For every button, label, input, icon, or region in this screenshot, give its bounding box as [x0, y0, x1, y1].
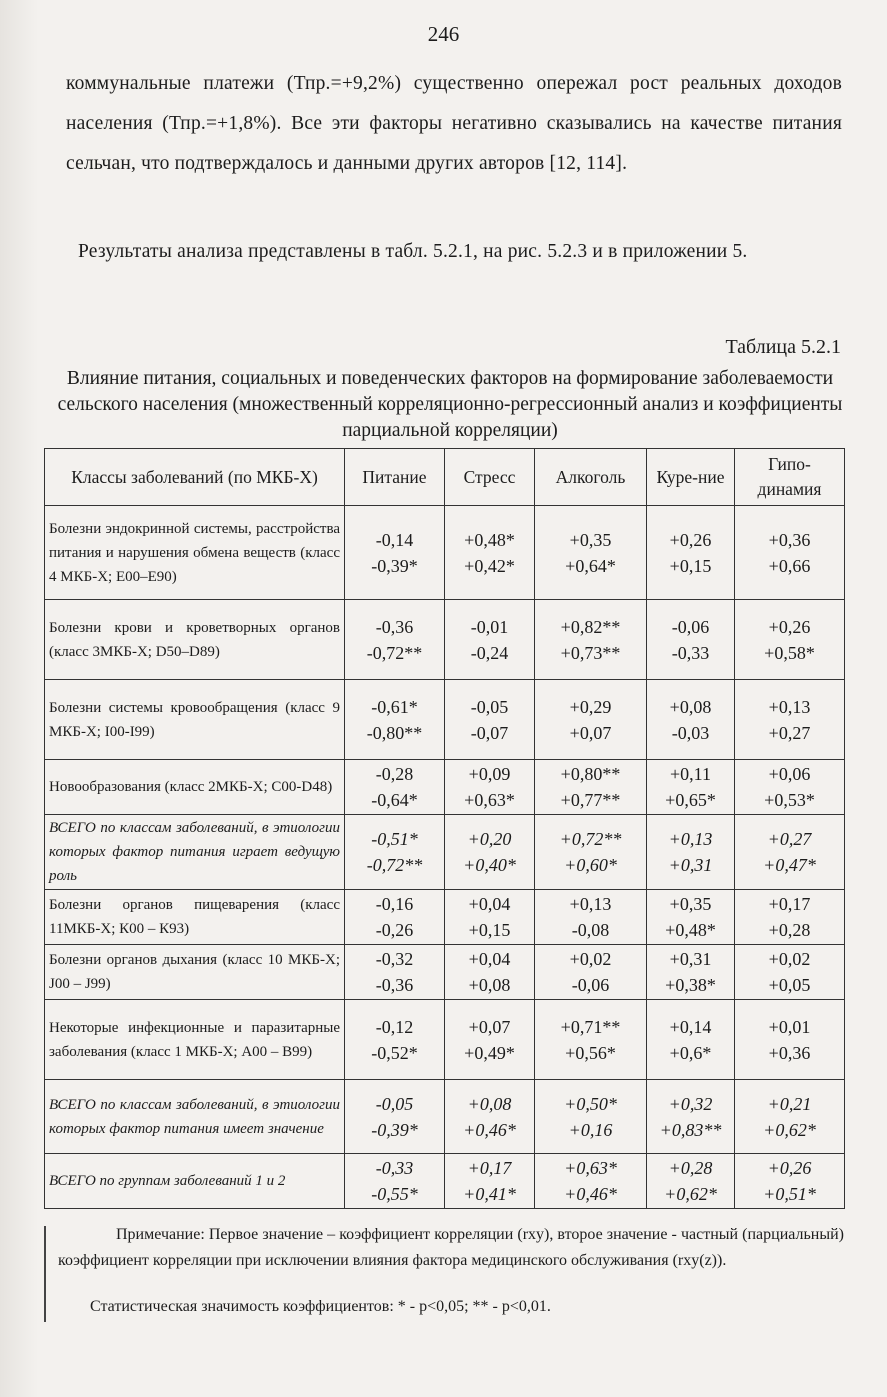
partial-correlation-value: -0,03	[671, 722, 710, 743]
partial-correlation-value: +0,15	[669, 555, 712, 576]
correlation-value: -0,16	[375, 894, 414, 914]
partial-correlation-value: -0,24	[470, 642, 509, 663]
header-alcohol: Алкоголь	[535, 449, 647, 506]
table-caption: Влияние питания, социальных и поведенческих факторов на формирование заболеваемости сельского населения (множественный корреляционно-регрессионный анализ и коэффициенты парциальной корреляции)	[57, 368, 843, 441]
table-row	[45, 600, 845, 680]
table-row	[45, 1154, 845, 1209]
correlation-value: +0,17	[467, 1158, 512, 1178]
partial-correlation-value: -0,80**	[366, 722, 423, 743]
correlation-value: +0,13	[768, 696, 811, 717]
coefficient-cell	[535, 680, 647, 760]
coefficient-cell	[345, 890, 445, 945]
partial-correlation-value: +0,77**	[560, 790, 621, 810]
coefficient-cell	[535, 1154, 647, 1209]
coefficient-cell	[647, 760, 735, 815]
partial-correlation-value: +0,08	[468, 975, 511, 995]
partial-correlation-value: +0,46*	[463, 1119, 516, 1140]
coefficient-cell	[445, 506, 535, 600]
partial-correlation-value: +0,60*	[564, 855, 617, 875]
correlation-value: -0,61*	[371, 696, 418, 717]
correlation-value: -0,05	[470, 696, 509, 717]
correlation-value: +0,35	[669, 894, 712, 914]
disease-class-cell: ВСЕГО по группам заболеваний 1 и 2	[45, 1154, 345, 1209]
page-number: 246	[427, 22, 460, 46]
coefficient-cell	[647, 945, 735, 1000]
coefficient-cell	[445, 945, 535, 1000]
coefficient-cell	[445, 815, 535, 890]
body-paragraph-2: Результаты анализа представлены в табл. 5.2.1, на рис. 5.2.3 и в приложении 5.	[78, 241, 748, 262]
partial-correlation-value: +0,63*	[464, 790, 515, 810]
table-row	[45, 815, 845, 890]
table-row	[45, 1000, 845, 1080]
correlation-value: +0,29	[569, 696, 612, 717]
correlation-value: +0,48*	[464, 529, 515, 550]
correlation-value: +0,09	[468, 764, 511, 784]
partial-correlation-value: -0,64*	[371, 790, 418, 810]
header-hypodynamia: Гипо-динамия	[735, 449, 845, 506]
coefficient-cell	[735, 945, 845, 1000]
coefficient-cell	[445, 1154, 535, 1209]
coefficient-cell	[445, 760, 535, 815]
partial-correlation-value: +0,6*	[669, 1042, 712, 1063]
significance-note: Статистическая значимость коэффициентов: * - p<0,05; ** - p<0,01.	[90, 1298, 551, 1315]
correlation-value: -0,32	[375, 949, 414, 969]
partial-correlation-value: +0,05	[768, 975, 811, 995]
partial-correlation-value: +0,48*	[665, 920, 716, 940]
partial-correlation-value: -0,33	[671, 642, 710, 663]
partial-correlation-value: -0,36	[375, 975, 414, 995]
header-disease-class: Классы заболеваний (по МКБ-Х)	[45, 449, 345, 506]
page-edge-shadow	[0, 0, 38, 1397]
coefficient-cell	[735, 1154, 845, 1209]
partial-correlation-value: +0,15	[468, 920, 511, 940]
partial-correlation-value: +0,27	[768, 722, 811, 743]
partial-correlation-value: +0,64*	[565, 555, 616, 576]
disease-class-cell: Болезни органов дыхания (класс 10 МКБ-Х; J00 – J99)	[45, 945, 345, 1000]
partial-correlation-value: +0,38*	[665, 975, 716, 995]
coefficient-cell	[345, 945, 445, 1000]
coefficient-cell	[535, 1000, 647, 1080]
coefficient-cell	[647, 1154, 735, 1209]
coefficient-cell	[647, 890, 735, 945]
partial-correlation-value: +0,51*	[763, 1184, 816, 1204]
correlation-value: +0,63*	[564, 1158, 617, 1178]
partial-correlation-value: +0,28	[768, 920, 811, 940]
coefficient-cell	[535, 945, 647, 1000]
table-row	[45, 760, 845, 815]
disease-class-cell: Болезни органов пищеварения (класс 11МКБ-Х; К00 – К93)	[45, 890, 345, 945]
coefficient-cell	[647, 1000, 735, 1080]
header-smoking: Куре-ние	[647, 449, 735, 506]
partial-correlation-value: +0,36	[768, 1042, 811, 1063]
coefficient-cell	[735, 1000, 845, 1080]
correlation-value: +0,26	[669, 529, 712, 550]
partial-correlation-value: +0,56*	[565, 1042, 616, 1063]
partial-correlation-value: +0,16	[568, 1119, 613, 1140]
table-row	[45, 1080, 845, 1154]
coefficient-cell	[735, 760, 845, 815]
partial-correlation-value: +0,66	[768, 555, 811, 576]
correlation-value: +0,31	[669, 949, 712, 969]
correlation-value: +0,35	[569, 529, 612, 550]
correlation-value: +0,82**	[560, 616, 621, 637]
coefficient-cell	[445, 890, 535, 945]
partial-correlation-value: -0,55*	[371, 1184, 418, 1204]
correlation-value: +0,28	[668, 1158, 713, 1178]
correlation-value: +0,21	[767, 1093, 812, 1114]
correlation-value: -0,33	[375, 1158, 414, 1178]
table-row	[45, 506, 845, 600]
table-row	[45, 680, 845, 760]
coefficient-cell	[647, 600, 735, 680]
partial-correlation-value: -0,72**	[366, 855, 423, 875]
coefficient-cell	[345, 600, 445, 680]
disease-class-cell: ВСЕГО по классам заболеваний, в этиологии которых фактор питания имеет значение	[45, 1080, 345, 1154]
coefficient-cell	[535, 890, 647, 945]
table-row	[45, 945, 845, 1000]
coefficient-cell	[535, 506, 647, 600]
coefficient-cell	[735, 1080, 845, 1154]
coefficient-cell	[735, 680, 845, 760]
correlation-value: -0,28	[375, 764, 414, 784]
coefficient-cell	[647, 1080, 735, 1154]
correlation-value: +0,08	[467, 1093, 512, 1114]
partial-correlation-value: -0,06	[571, 975, 610, 995]
partial-correlation-value: -0,07	[470, 722, 509, 743]
correlation-value: +0,17	[768, 894, 811, 914]
coefficient-cell	[445, 1000, 535, 1080]
partial-correlation-value: +0,46*	[564, 1184, 617, 1204]
disease-class-cell: Новообразования (класс 2МКБ-Х; С00-D48)	[45, 760, 345, 815]
correlation-value: +0,06	[768, 764, 811, 784]
partial-correlation-value: +0,40*	[463, 855, 516, 875]
margin-bar	[44, 1226, 46, 1322]
correlation-value: +0,71**	[560, 1016, 621, 1037]
correlation-value: +0,26	[768, 616, 811, 637]
coefficient-cell	[345, 1080, 445, 1154]
coefficient-cell	[647, 680, 735, 760]
partial-correlation-value: +0,62*	[763, 1119, 816, 1140]
correlation-value: +0,04	[468, 894, 511, 914]
disease-class-cell: Некоторые инфекционные и паразитарные заболевания (класс 1 МКБ-Х; А00 – В99)	[45, 1000, 345, 1080]
disease-class-cell: Болезни крови и кроветворных органов (класс 3МКБ-Х; D50–D89)	[45, 600, 345, 680]
table-number: Таблица 5.2.1	[725, 336, 841, 358]
correlation-value: +0,20	[467, 829, 512, 849]
partial-correlation-value: +0,47*	[763, 855, 816, 875]
correlation-value: +0,50*	[564, 1093, 617, 1114]
correlation-value: -0,14	[375, 529, 414, 550]
correlation-value: +0,11	[670, 764, 711, 784]
partial-correlation-value: -0,39*	[371, 1119, 418, 1140]
coefficient-cell	[535, 1080, 647, 1154]
partial-correlation-value: +0,31	[668, 855, 713, 875]
coefficient-cell	[735, 506, 845, 600]
disease-class-cell: Болезни эндокринной системы, расстройства питания и нарушения обмена веществ (класс 4 МКБ-Х; Е00–Е90)	[45, 506, 345, 600]
partial-correlation-value: -0,72**	[366, 642, 423, 663]
partial-correlation-value: -0,39*	[371, 555, 418, 576]
correlation-value: +0,13	[569, 894, 612, 914]
correlation-value: +0,26	[767, 1158, 812, 1178]
partial-correlation-value: +0,42*	[464, 555, 515, 576]
partial-correlation-value: +0,49*	[464, 1042, 515, 1063]
coefficient-cell	[445, 680, 535, 760]
partial-correlation-value: -0,08	[571, 920, 610, 940]
correlation-value: +0,14	[669, 1016, 712, 1037]
disease-class-cell: Болезни системы кровообращения (класс 9 МКБ-Х; I00-I99)	[45, 680, 345, 760]
coefficient-cell	[345, 760, 445, 815]
correlation-value: +0,04	[468, 949, 511, 969]
correlation-table	[44, 448, 845, 1209]
correlation-value: -0,01	[470, 616, 509, 637]
coefficient-cell	[445, 1080, 535, 1154]
coefficient-cell	[345, 506, 445, 600]
header-stress: Стресс	[445, 449, 535, 506]
correlation-value: -0,06	[671, 616, 710, 637]
table-header-row	[45, 449, 845, 506]
partial-correlation-value: -0,26	[375, 920, 414, 940]
coefficient-cell	[345, 1000, 445, 1080]
partial-correlation-value: +0,73**	[560, 642, 621, 663]
correlation-value: -0,36	[375, 616, 414, 637]
correlation-value: +0,36	[768, 529, 811, 550]
correlation-value: -0,51*	[371, 829, 418, 849]
table-row	[45, 890, 845, 945]
coefficient-cell	[735, 600, 845, 680]
correlation-value: +0,27	[767, 829, 812, 849]
disease-class-cell: ВСЕГО по классам заболеваний, в этиологии которых фактор питания играет ведущую роль	[45, 815, 345, 890]
correlation-value: +0,07	[468, 1016, 511, 1037]
correlation-value: +0,02	[569, 949, 612, 969]
partial-correlation-value: +0,41*	[463, 1184, 516, 1204]
coefficient-cell	[647, 815, 735, 890]
correlation-value: +0,80**	[560, 764, 621, 784]
partial-correlation-value: +0,07	[569, 722, 612, 743]
correlation-value: +0,13	[668, 829, 713, 849]
correlation-value: +0,02	[768, 949, 811, 969]
coefficient-cell	[647, 506, 735, 600]
coefficient-cell	[445, 600, 535, 680]
partial-correlation-value: +0,65*	[665, 790, 716, 810]
header-nutrition: Питание	[345, 449, 445, 506]
partial-correlation-value: +0,83**	[659, 1119, 722, 1140]
coefficient-cell	[345, 680, 445, 760]
coefficient-cell	[345, 1154, 445, 1209]
body-paragraph-1: коммунальные платежи (Тпр.=+9,2%) существенно опережал рост реальных доходов населения (Тпр.=+1,8%). Все эти факторы негативно сказывались на качестве питания сельчан, что подтверждалось и данными других авторов [12, 114].	[66, 73, 842, 174]
partial-correlation-value: +0,53*	[764, 790, 815, 810]
partial-correlation-value: +0,62*	[664, 1184, 717, 1204]
coefficient-cell	[345, 815, 445, 890]
coefficient-cell	[535, 815, 647, 890]
correlation-value: +0,72**	[559, 829, 622, 849]
partial-correlation-value: +0,58*	[764, 642, 815, 663]
coefficient-cell	[535, 600, 647, 680]
correlation-value: +0,32	[668, 1093, 713, 1114]
correlation-value: -0,12	[375, 1016, 414, 1037]
correlation-value: +0,08	[669, 696, 712, 717]
coefficient-cell	[735, 890, 845, 945]
correlation-value: +0,01	[768, 1016, 811, 1037]
correlation-value: -0,05	[375, 1093, 414, 1114]
table-note: Примечание: Первое значение – коэффициент корреляции (rxy), второе значение - частный (парциальный) коэффициент корреляции при исключении влияния фактора медицинского обслуживания (rxy(z)).	[58, 1226, 844, 1269]
coefficient-cell	[735, 815, 845, 890]
coefficient-cell	[535, 760, 647, 815]
partial-correlation-value: -0,52*	[371, 1042, 418, 1063]
